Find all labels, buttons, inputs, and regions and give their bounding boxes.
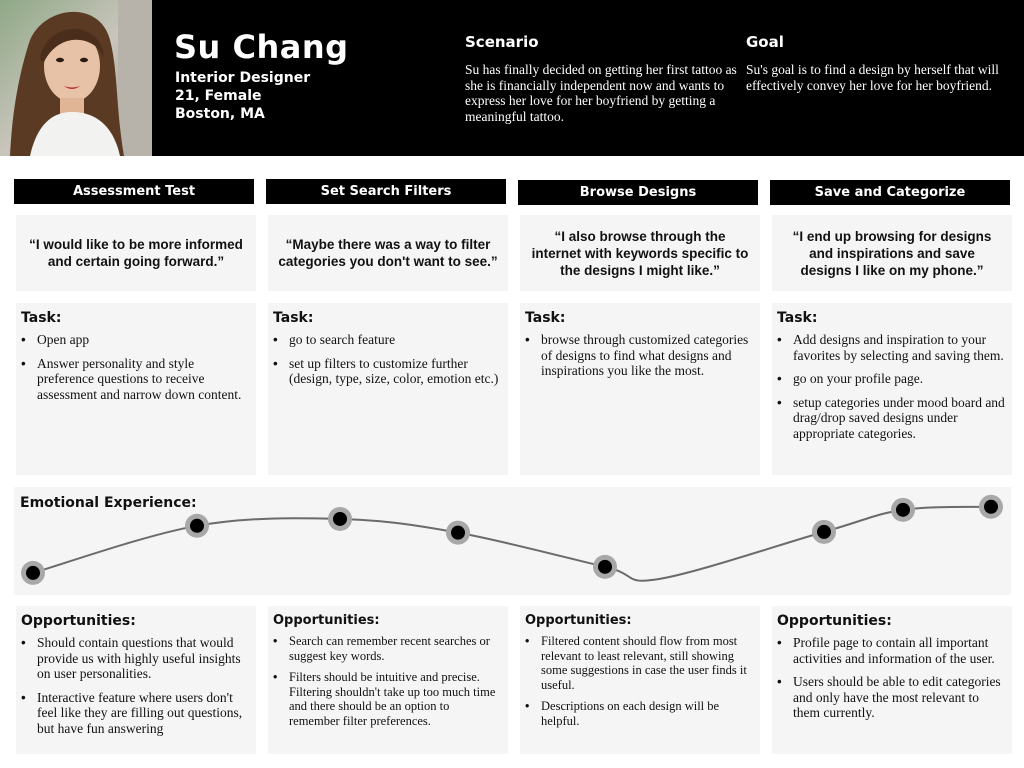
task-item: • go to search feature xyxy=(289,332,502,348)
emotion-point xyxy=(598,560,612,574)
emotion-point xyxy=(190,519,204,533)
emotional-experience-panel xyxy=(14,487,1011,595)
task-title: Task: xyxy=(21,310,62,326)
task-item: • Answer personality and style preference questions to receive assessment and narrow down content. xyxy=(37,356,250,403)
opportunities-title: Opportunities: xyxy=(273,613,380,628)
emotion-curve-chart xyxy=(14,487,1011,595)
task-title: Task: xyxy=(777,310,818,326)
quote-card: “I end up browsing for designs and inspirations and save designs I like on my phone.” xyxy=(772,215,1012,291)
task-item: • browse through customized categories of designs to find what designs and inspirations you like the most. xyxy=(541,332,754,379)
quote-card: “I also browse through the internet with keywords specific to the designs I might like.” xyxy=(520,215,760,291)
task-title: Task: xyxy=(525,310,566,326)
emotion-points xyxy=(21,495,1003,585)
stage-header-set-search-filters: Set Search Filters xyxy=(266,179,506,204)
task-card xyxy=(772,303,1012,475)
scenario-text: Su has finally decided on getting her first tattoo as she is financially independent now and wants to express her love for her boyfriend by getting a meaningful tattoo. xyxy=(465,62,737,124)
opportunities-card xyxy=(520,606,760,754)
emotion-title: Emotional Experience: xyxy=(20,495,197,511)
opportunity-item: • Search can remember recent searches or suggest key words. xyxy=(289,634,502,663)
persona-photo xyxy=(0,0,152,156)
quote-card: “Maybe there was a way to filter categories you don't want to see.” xyxy=(268,215,508,291)
task-list xyxy=(520,332,760,379)
opportunity-item: • Filtered content should flow from most relevant to least relevant, still showing some suggestions in case the user finds it useful. xyxy=(541,634,754,692)
goal-title: Goal xyxy=(746,33,784,51)
opportunity-item: • Should contain questions that would provide us with highly useful insights on user personalities. xyxy=(37,635,250,682)
quote-card: “I would like to be more informed and certain going forward.” xyxy=(16,215,256,291)
task-list xyxy=(16,332,256,402)
opportunities-list xyxy=(16,635,256,736)
goal-text: Su's goal is to find a design by herself that will effectively convey her love for her boyfriend. xyxy=(746,62,999,93)
opportunity-item: • Users should be able to edit categories and only have the most relevant to them currently. xyxy=(793,674,1006,721)
emotion-point xyxy=(817,525,831,539)
task-item: • go on your profile page. xyxy=(793,371,1006,387)
scenario-title: Scenario xyxy=(465,33,539,51)
task-card xyxy=(520,303,760,475)
task-list xyxy=(772,332,1012,441)
opportunities-card xyxy=(268,606,508,754)
emotion-curve xyxy=(33,507,991,581)
task-list xyxy=(268,332,508,387)
emotion-point xyxy=(451,526,465,540)
task-item: • Add designs and inspiration to your favorites by selecting and saving them. xyxy=(793,332,1006,363)
emotion-point xyxy=(26,566,40,580)
task-item: • Open app xyxy=(37,332,250,348)
persona-details xyxy=(175,69,310,123)
persona-name: Su Chang xyxy=(174,28,349,66)
opportunity-item: • Interactive feature where users don't feel like they are filling out questions, but have fun answering xyxy=(37,690,250,737)
persona-header xyxy=(0,0,1024,156)
task-item: • set up filters to customize further (design, type, size, color, emotion etc.) xyxy=(289,356,502,387)
opportunities-list xyxy=(520,634,760,728)
opportunities-title: Opportunities: xyxy=(525,613,632,628)
emotion-point xyxy=(333,512,347,526)
persona-location: Boston, MA xyxy=(175,106,265,122)
opportunities-title: Opportunities: xyxy=(21,613,136,629)
persona-age-gender: 21, Female xyxy=(175,88,262,104)
task-item: • setup categories under mood board and drag/drop saved designs under appropriate categories. xyxy=(793,395,1006,442)
opportunities-list xyxy=(772,635,1012,721)
opportunity-item: • Descriptions on each design will be helpful. xyxy=(541,699,754,728)
emotion-point xyxy=(984,500,998,514)
persona-occupation: Interior Designer xyxy=(175,70,311,86)
opportunities-list xyxy=(268,634,508,728)
task-card xyxy=(16,303,256,475)
opportunity-item: • Profile page to contain all important activities and information of the user. xyxy=(793,635,1006,666)
opportunities-card xyxy=(772,606,1012,754)
stage-header-browse-designs: Browse Designs xyxy=(518,180,758,205)
stage-header-save-and-categorize: Save and Categorize xyxy=(770,180,1010,205)
opportunities-title: Opportunities: xyxy=(777,613,892,629)
opportunities-card xyxy=(16,606,256,754)
task-card xyxy=(268,303,508,475)
opportunity-item: • Filters should be intuitive and precise. Filtering shouldn't take up too much time and there should be an option to remember filter preferences. xyxy=(289,670,502,728)
task-title: Task: xyxy=(273,310,314,326)
stage-header-assessment-test: Assessment Test xyxy=(14,179,254,204)
emotion-point xyxy=(896,503,910,517)
